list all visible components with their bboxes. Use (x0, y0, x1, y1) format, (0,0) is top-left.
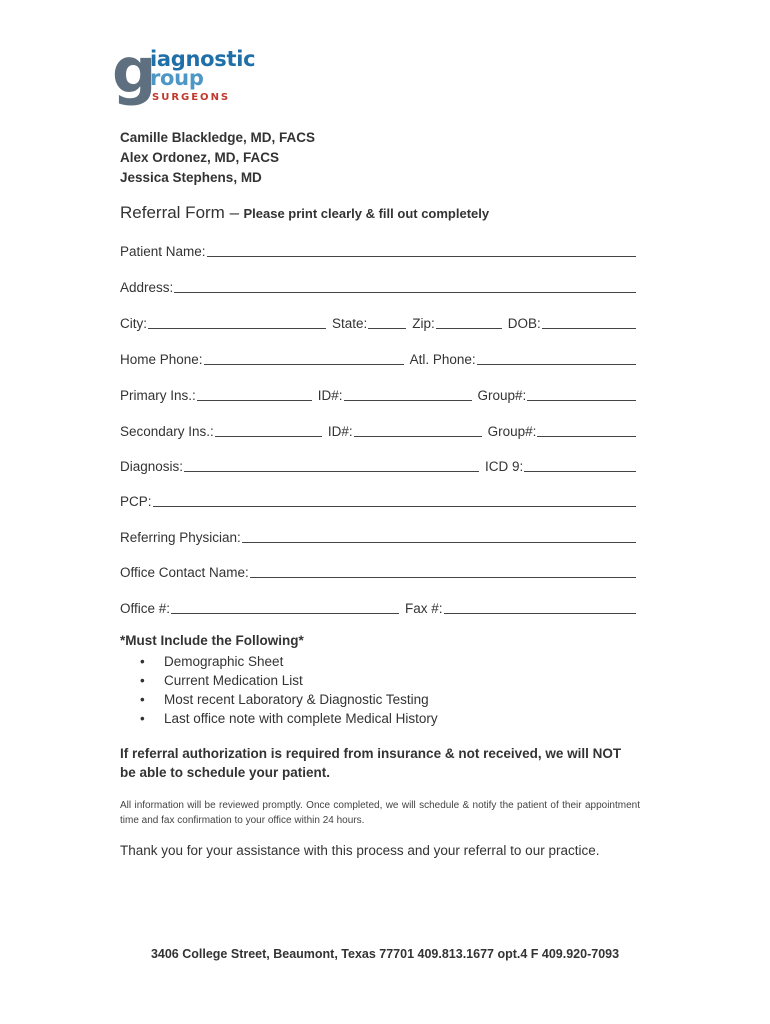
diagnosis-label: Diagnosis: (120, 459, 184, 474)
icd9-field[interactable] (485, 458, 636, 474)
secondary-group-field[interactable] (488, 423, 636, 439)
thank-you-note: Thank you for your assistance with this process and your referral to our practice. (120, 843, 600, 858)
home-phone-label: Home Phone: (120, 352, 203, 367)
doctor-name: Alex Ordonez, MD, FACS (120, 150, 280, 165)
logo-g-letter: g (112, 34, 157, 107)
city-field[interactable] (120, 315, 326, 331)
secondary-ins-label: Secondary Ins.: (120, 424, 214, 439)
fax-number-label: Fax #: (405, 601, 443, 616)
fax-number-field[interactable] (405, 600, 636, 616)
row-office-contact (120, 562, 636, 580)
row-address (120, 277, 636, 295)
logo-word-group: roup (150, 66, 204, 90)
referring-physician-field[interactable] (120, 529, 636, 545)
bullet-icon: • (140, 673, 145, 688)
doctor-name: Jessica Stephens, MD (120, 170, 262, 185)
office-contact-label: Office Contact Name: (120, 565, 249, 580)
pcp-field[interactable] (120, 493, 636, 509)
row-patient-name (120, 241, 636, 259)
form-title (120, 203, 489, 223)
alt-phone-label: Atl. Phone: (409, 352, 476, 367)
pcp-label: PCP: (120, 494, 152, 509)
office-number-line[interactable] (171, 600, 399, 614)
primary-ins-line[interactable] (197, 387, 312, 401)
row-phones (120, 349, 636, 367)
home-phone-line[interactable] (204, 351, 404, 365)
dob-field[interactable] (508, 315, 636, 331)
form-title-main: Referral Form – (120, 203, 240, 222)
primary-id-line[interactable] (344, 387, 472, 401)
primary-ins-field[interactable] (120, 387, 312, 403)
practice-logo (112, 34, 256, 110)
icd9-line[interactable] (524, 458, 636, 472)
city-line[interactable] (148, 315, 326, 329)
city-label: City: (120, 316, 147, 331)
primary-id-field[interactable] (318, 387, 472, 403)
secondary-id-line[interactable] (354, 423, 482, 437)
list-item (140, 690, 438, 709)
pcp-line[interactable] (153, 493, 636, 507)
list-item (140, 671, 438, 690)
review-info: All information will be reviewed promptly. Once completed, we will schedule & notify the patient of their appointment time and fax confirmation to your office within 24 hours. (120, 800, 640, 826)
alt-phone-line[interactable] (477, 351, 636, 365)
logo-word-surgeons: SURGEONS (152, 92, 231, 103)
address-field[interactable] (120, 279, 636, 295)
office-contact-line[interactable] (250, 564, 636, 578)
contact-footer: 3406 College Street, Beaumont, Texas 77701 409.813.1677 opt.4 F 409.920-7093 (150, 947, 620, 961)
office-number-field[interactable] (120, 600, 399, 616)
primary-group-label: Group#: (477, 388, 527, 403)
office-contact-field[interactable] (120, 564, 636, 580)
bullet-icon: • (140, 654, 145, 669)
row-city-state-zip-dob (120, 313, 636, 331)
secondary-id-field[interactable] (328, 423, 482, 439)
doctor-list (120, 128, 315, 188)
zip-label: Zip: (412, 316, 435, 331)
state-label: State: (332, 316, 368, 331)
patient-name-line[interactable] (207, 243, 636, 257)
address-label: Address: (120, 280, 174, 295)
fax-number-line[interactable] (444, 600, 636, 614)
requirement-text: Last office note with complete Medical History (164, 711, 438, 726)
row-office-fax (120, 598, 636, 616)
primary-ins-label: Primary Ins.: (120, 388, 196, 403)
patient-name-field[interactable] (120, 243, 636, 259)
primary-id-label: ID#: (317, 388, 343, 403)
requirement-text: Demographic Sheet (164, 654, 284, 669)
primary-group-line[interactable] (527, 387, 636, 401)
state-line[interactable] (368, 315, 406, 329)
secondary-ins-line[interactable] (215, 423, 322, 437)
referring-physician-label: Referring Physician: (120, 530, 241, 545)
list-item (140, 709, 438, 728)
referring-physician-line[interactable] (242, 529, 636, 543)
state-field[interactable] (332, 315, 406, 331)
doctor-name: Camille Blackledge, MD, FACS (120, 130, 316, 145)
alt-phone-field[interactable] (410, 351, 636, 367)
logo-word-diagnostic: iagnostic (150, 47, 256, 71)
row-referring-physician (120, 527, 636, 545)
row-pcp (120, 491, 636, 509)
list-item (140, 652, 438, 671)
office-number-label: Office #: (120, 601, 171, 616)
icd9-label: ICD 9: (485, 459, 524, 474)
address-line[interactable] (174, 279, 636, 293)
form-title-instructions: Please print clearly & fill out completely (243, 206, 490, 221)
secondary-ins-field[interactable] (120, 423, 322, 439)
primary-group-field[interactable] (478, 387, 636, 403)
bullet-icon: • (140, 711, 145, 726)
dob-label: DOB: (507, 316, 541, 331)
home-phone-field[interactable] (120, 351, 404, 367)
row-secondary-insurance (120, 421, 636, 439)
authorization-warning: If referral authorization is required from insurance & not received, we will NOT be able to schedule your patient. (120, 746, 622, 780)
requirement-text: Most recent Laboratory & Diagnostic Testing (164, 692, 429, 707)
zip-line[interactable] (436, 315, 502, 329)
diagnosis-field[interactable] (120, 458, 479, 474)
diagnosis-line[interactable] (184, 458, 479, 472)
bullet-icon: • (140, 692, 145, 707)
secondary-group-line[interactable] (537, 423, 636, 437)
requirements-heading: *Must Include the Following* (120, 633, 304, 648)
secondary-id-label: ID#: (327, 424, 353, 439)
requirements-list (140, 652, 438, 728)
row-diagnosis (120, 456, 636, 474)
zip-field[interactable] (412, 315, 502, 331)
patient-name-label: Patient Name: (120, 244, 206, 259)
requirement-text: Current Medication List (164, 673, 303, 688)
row-primary-insurance (120, 385, 636, 403)
dob-line[interactable] (542, 315, 636, 329)
secondary-group-label: Group#: (487, 424, 537, 439)
